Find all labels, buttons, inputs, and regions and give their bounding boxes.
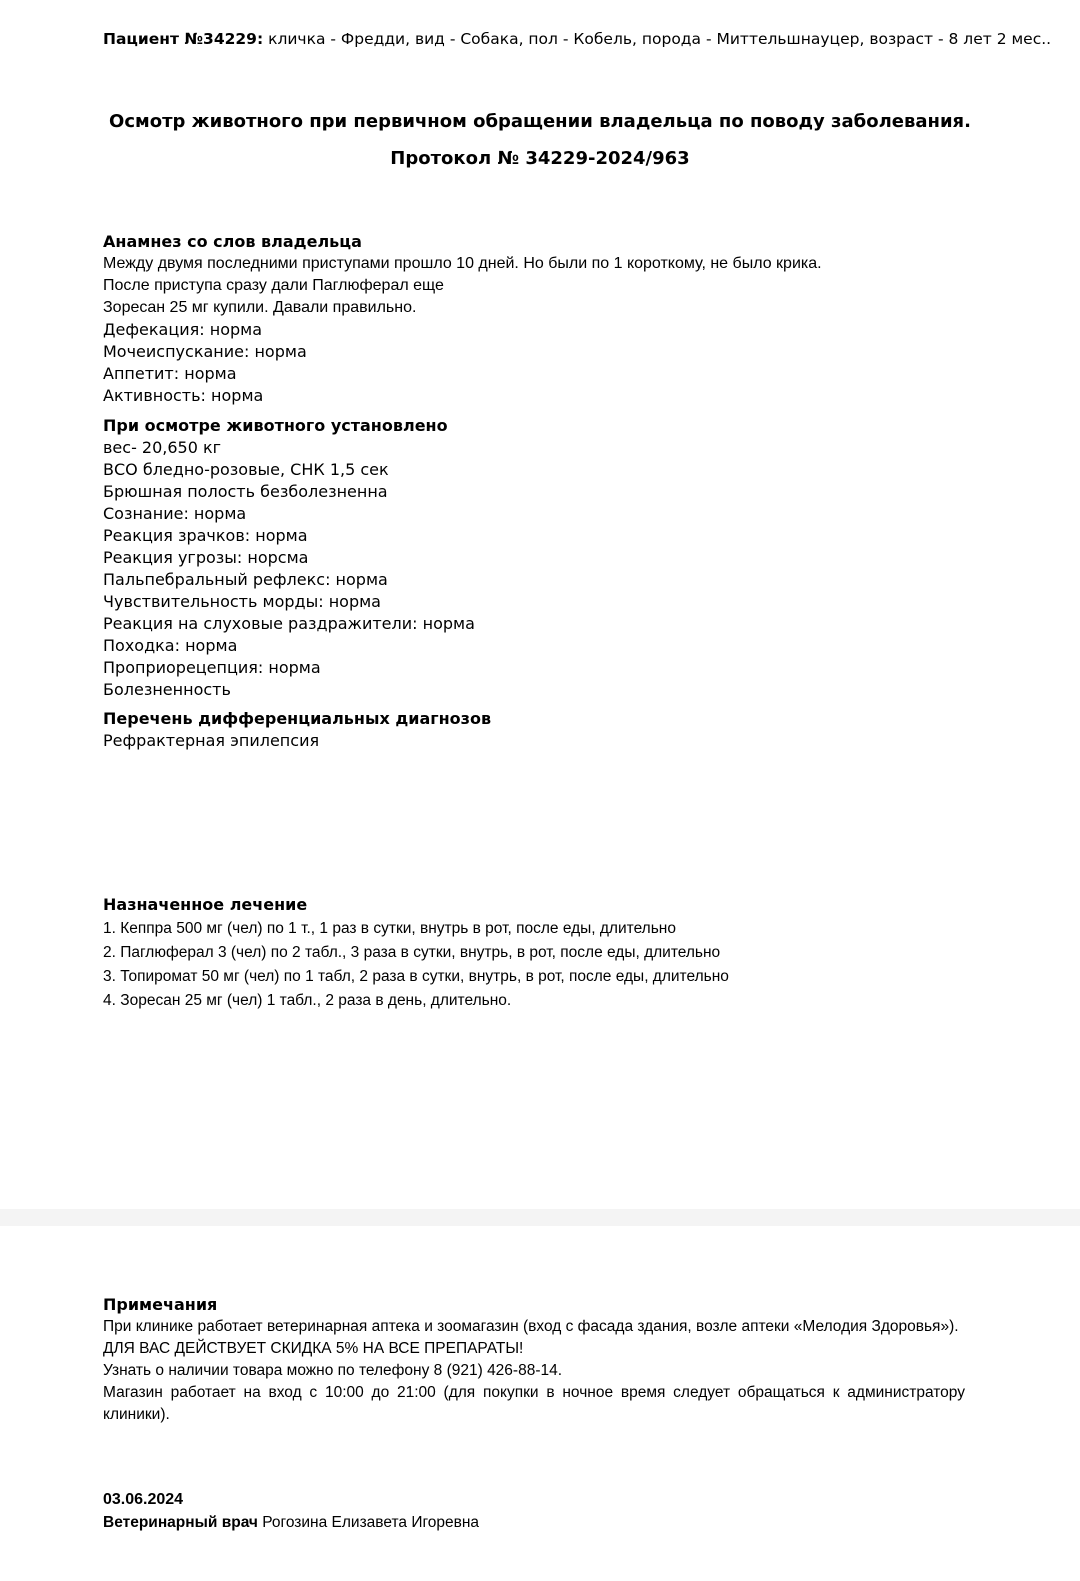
- document-title-line2: Протокол № 34229-2024/963: [390, 148, 690, 169]
- notes-heading: Примечания: [103, 1295, 218, 1314]
- notes-paragraph-discount: ДЛЯ ВАС ДЕЙСТВУЕТ СКИДКА 5% НА ВСЕ ПРЕПАРАТЫ!: [103, 1340, 524, 1357]
- anamnesis-free-text-line: Между двумя последними приступами прошло 10 дней. Но были по 1 короткому, не было крика.: [103, 255, 822, 272]
- section-treatment: [103, 892, 965, 1013]
- examination-heading: При осмотре животного установлено: [103, 416, 448, 435]
- doctor-name: Рогозина Елизавета Игоревна: [257, 1514, 480, 1531]
- section-examination: [103, 415, 965, 701]
- anamnesis-line-defecation: Дефекация: норма: [103, 320, 263, 339]
- section-differential-diagnoses: [103, 708, 965, 752]
- section-divider-bar: [0, 1209, 1080, 1226]
- treatment-heading: Назначенное лечение: [103, 895, 308, 914]
- patient-header-label: Пациент №34229:: [103, 30, 264, 48]
- exam-line-proprioception: Проприорецепция: норма: [103, 658, 321, 677]
- section-anamnesis: [103, 231, 965, 407]
- patient-header: [103, 29, 1051, 49]
- exam-line-consciousness: Сознание: норма: [103, 504, 247, 523]
- differential-diagnosis-line: Рефрактерная эпилепсия: [103, 731, 320, 750]
- notes-paragraph-hours: Магазин работает на вход с 10:00 до 21:00 (для покупки в ночное время следует обращаться к администратору клиники).: [103, 1384, 965, 1423]
- notes-paragraph-pharmacy: При клинике работает ветеринарная аптека и зоомагазин (вход с фасада здания, возле аптеки «Мелодия Здоровья»).: [103, 1318, 959, 1335]
- exam-line-soreness: Болезненность: [103, 680, 231, 699]
- exam-line-gait: Походка: норма: [103, 636, 238, 655]
- anamnesis-free-text-line: После приступа сразу дали Паглюферал еще: [103, 277, 444, 294]
- anamnesis-line-urination: Мочеиспускание: норма: [103, 342, 307, 361]
- document-date: 03.06.2024: [103, 1491, 184, 1508]
- treatment-item: 4. Зоресан 25 мг (чел) 1 табл., 2 раза в день, длительно.: [103, 992, 512, 1009]
- differential-heading: Перечень дифференциальных диагнозов: [103, 709, 492, 728]
- treatment-item: 2. Паглюферал 3 (чел) по 2 табл., 3 раза в сутки, внутрь, в рот, после еды, длительно: [103, 944, 721, 961]
- exam-line-abdomen: Брюшная полость безболезненна: [103, 482, 388, 501]
- exam-line-auditory-reaction: Реакция на слуховые раздражители: норма: [103, 614, 475, 633]
- doctor-signature-line: [103, 1512, 479, 1534]
- doctor-label: Ветеринарный врач: [103, 1514, 258, 1531]
- exam-line-menace-response: Реакция угрозы: норсма: [103, 548, 309, 567]
- exam-line-weight: вес- 20,650 кг: [103, 438, 222, 457]
- exam-line-palpebral-reflex: Пальпебральный рефлекс: норма: [103, 570, 388, 589]
- exam-line-mucosa: ВСО бледно-розовые, СНК 1,5 сек: [103, 460, 389, 479]
- treatment-item: 3. Топиромат 50 мг (чел) по 1 табл, 2 раза в сутки, внутрь, в рот, после еды, длительно: [103, 968, 729, 985]
- section-notes: [103, 1294, 965, 1426]
- anamnesis-free-text-line: Зоресан 25 мг купили. Давали правильно.: [103, 299, 417, 316]
- anamnesis-line-activity: Активность: норма: [103, 386, 264, 405]
- notes-paragraph-phone: Узнать о наличии товара можно по телефону 8 (921) 426-88-14.: [103, 1362, 563, 1379]
- document-title-line1: Осмотр животного при первичном обращении владельца по поводу заболевания.: [109, 111, 971, 132]
- document-title: [0, 103, 1080, 177]
- treatment-item: 1. Кеппра 500 мг (чел) по 1 т., 1 раз в сутки, внутрь в рот, после еды, длительно: [103, 920, 676, 937]
- anamnesis-heading: Анамнез со слов владельца: [103, 232, 362, 251]
- anamnesis-line-appetite: Аппетит: норма: [103, 364, 237, 383]
- patient-header-details: кличка - Фредди, вид - Собака, пол - Кобель, порода - Миттельшнауцер, возраст - 8 лет 2 мес..: [263, 30, 1052, 48]
- exam-line-pupil-reaction: Реакция зрачков: норма: [103, 526, 308, 545]
- exam-line-muzzle-sensitivity: Чувствительность морды: норма: [103, 592, 381, 611]
